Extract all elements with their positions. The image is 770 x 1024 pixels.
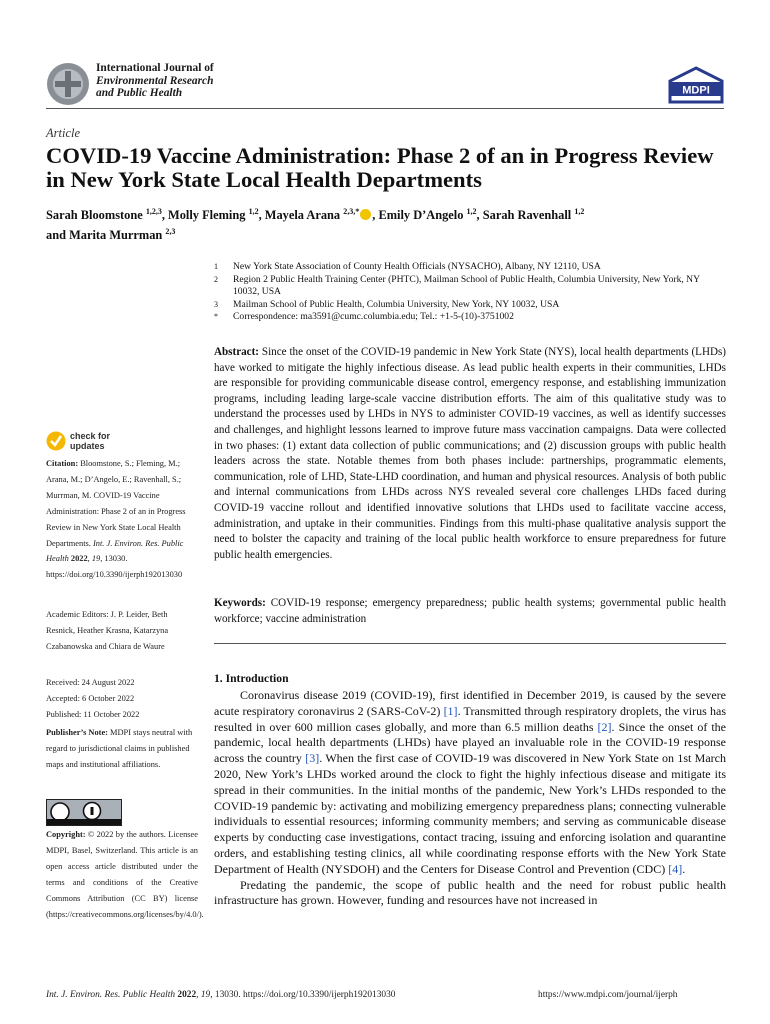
mdpi-logo-icon [667,66,725,104]
check-updates-icon [46,430,66,452]
citation-year: 2022 [68,554,88,564]
abstract-text: Since the onset of the COVID-19 pandemic in New York State (NYS), local health departments (LHDs) have worked to mitigate the highly infectious disease. As lead public health experts in their communities, LHDs are responsible for providing communicable disease control, emergency response, and establishing immunization programs, including leading large-scale vaccine distribution efforts. The aim of this qualitative study was to understand the processes used by LHDs in NYS to administer COVID-19 vaccines, as well as identify successes and challenges, and highlight lessons learned to improve future mass vaccination campaigns. Data were collected in two phases: (1) extant data collection of public communications; and (2) discussion groups with public health leaders across the state. Notable themes from both phases include: partnerships, programmatic elements, communication, role of LHD, State-LHD coordination, and human and physical resources. Analysis of both public and internal communications from LHDs across NYS revealed several core challenges LHDs faced during COVID-19 vaccine rollout and identified innovative solutions that LHDs used to facilitate vaccine access, administration, and uptake in their communities. Findings from this multi-phase qualitative analysis support the need to bolster the capacity and training of the local public health workforce to ensure preparedness for future public health emergencies. [214,346,726,561]
paragraph [214,688,726,878]
keywords [214,596,726,627]
affiliation-item [214,274,726,299]
paragraph-text: . When the first case of COVID-19 was discovered in New York State on 1st March 2020, New York’s LHDs worked around the clock to fight the highly infectious disease and mitigate its spread in their communities. In the initial months of the pandemic, New York’s LHDs responded to the COVID-19 pandemic by: activating and mobilizing emergency preparedness plans; connecting vulnerable individuals to essential resources; informing community members; and serving as communicable disease experts by conducting case investigations, contact tracing, issuing and enforcing isolation and quarantine orders, and establishing testing clinics, all while coordinating response efforts with the New York State Department of Health (NYSDOH) and the Centers for Disease Control and Prevention (CDC) [214,751,726,876]
footer-doi[interactable]: , 13030. https://doi.org/10.3390/ijerph192013030 [210,990,396,1000]
author[interactable]: Sarah Ravenhall [482,208,575,222]
author-list [46,204,726,243]
copyright-text: © 2022 by the authors. Licensee MDPI, Basel, Switzerland. This article is an open access article distributed under the terms and conditions of the Creative Commons Attribution (CC BY) license (https://creativecommons.org/licenses/by/4.0/). [46,830,204,919]
affiliation-number: 2 [214,274,218,284]
author[interactable]: and Marita Murrman [46,227,166,242]
author-affil-marker: 2,3 [165,226,176,236]
publisher-note [46,725,198,773]
check-for-updates-button[interactable] [46,430,126,454]
citation-journal: Int. J. Environ. Res. Public Health [46,538,184,564]
journal-url[interactable]: https://www.mdpi.com/journal/ijerph [538,990,678,1000]
affiliation-text: New York State Association of County Health Officials (NYSACHO), Albany, NY 12110, USA [233,261,601,272]
journal-name [96,62,214,100]
received-date: Received: 24 August 2022 [46,678,135,687]
article-title: COVID-19 Vaccine Administration: Phase 2 of an in Progress Review in New York State Local Health Departments [46,143,714,193]
citation-link[interactable]: [4] [668,861,683,876]
author-separator: , [161,208,169,222]
affiliation-text: Mailman School of Public Health, Columbia University, New York, NY 10032, USA [233,298,560,310]
journal-name-line1: International Journal of [96,62,214,74]
journal-name-line2: Environmental Research [96,74,214,87]
affiliation-item [214,299,726,312]
author-separator: , [476,208,483,222]
abstract [214,345,726,563]
citation-block [46,456,198,583]
article-type: Article [46,126,81,140]
citation-doi[interactable]: , 13030. https://doi.org/10.3390/ijerph192013030 [46,554,183,580]
author-affil-marker: 1,2,3 [145,207,162,216]
abstract-label: Abstract: [214,346,259,358]
author-separator: , [258,208,265,222]
paragraph-text: . Transmitted through respiratory droplets, the virus has resulted in over 600 million cases globally, and more than 6.5 million deaths [214,703,726,734]
paragraph-text: Coronavirus disease 2019 (COVID-19), first identified in December 2019, is caused by the severe acute respiratory coronavirus 2 (SARS-CoV-2) [214,688,726,718]
journal-logo-icon [46,62,90,106]
keywords-label: Keywords: [214,597,266,609]
publisher-note-label: Publisher’s Note: [46,728,108,737]
check-line1: check for [70,431,111,441]
author-affil-marker: 1,2 [248,207,259,216]
publisher-name: MDPI [682,84,710,97]
keywords-divider [214,643,726,644]
publication-dates [46,675,198,723]
affiliation-number: 1 [214,262,218,271]
paragraph-text: . Since the onset of the pandemic, local health departments (LHDs) have played an invaluable role in the COVID-19 response across the country [214,719,727,766]
affiliation-list [214,261,726,324]
copyright-label: Copyright: [46,830,86,839]
citation-link[interactable]: [2] [597,719,612,734]
check-line2: updates [70,440,105,451]
published-date: Published: 11 October 2022 [46,709,140,719]
publisher-note-text: MDPI stays neutral with regard to jurisdictional claims in published maps and institutional affiliations. [46,728,193,769]
footer-citation [46,990,395,1000]
author-affil-marker: 2,3,* [343,207,360,216]
paragraph: Predating the pandemic, the scope of public health and the need for robust public health infrastructure has grown. However, funding and resources have not increased in [214,877,726,908]
correspondence-text[interactable]: Correspondence: ma3591@cumc.columbia.edu; Tel.: +1-5-(10)-3751002 [233,311,514,323]
affiliation-number: * [214,312,218,322]
footer-year: 2022 [175,990,197,1000]
paragraph-text: . [682,861,686,876]
section-heading: 1. Introduction [214,672,289,685]
citation-text: Bloomstone, S.; Fleming, M.; Arana, M.; D’Angelo, E.; Ravenhall, S.; Murrman, M. COVID-19 Vaccine Administration: Phase 2 of an in Progress Review in New York State Local Health Departments. [46,459,186,548]
affiliation-text: Region 2 Public Health Training Center (PHTC), Mailman School of Public Health, Columbia University, New York, NY 10032, USA [233,273,700,298]
header-divider [46,108,724,109]
academic-editors: Academic Editors: J. P. Leider, Beth Resnick, Heather Krasna, Katarzyna Czabanowska and Chiara de Waure [46,610,169,651]
check-updates-label [70,432,110,451]
author[interactable]: Sarah Bloomstone [46,208,146,222]
journal-name-line3: and Public Health [96,87,183,100]
author-affil-marker: 1,2 [466,207,477,216]
orcid-icon[interactable] [360,209,371,220]
introduction-body [214,688,726,909]
author[interactable]: Emily D’Angelo [378,208,467,222]
affiliation-number: 3 [214,299,218,309]
author[interactable]: Molly Fleming [168,208,249,222]
affiliation-item [214,261,726,274]
footer-volume: , 19 [196,990,211,1000]
citation-link[interactable]: [3] [305,751,320,766]
cc-by-license-icon[interactable] [46,799,122,826]
author-separator: , [372,208,379,222]
copyright-notice [46,827,204,922]
citation-link[interactable]: [1] [443,703,458,718]
footer-journal: Int. J. Environ. Res. Public Health [46,990,176,1000]
citation-label: Citation: [46,459,79,468]
accepted-date: Accepted: 6 October 2022 [46,693,135,703]
correspondence [214,311,726,324]
keywords-text: COVID-19 response; emergency preparedness; public health systems; governmental public health workforce; vaccine administration [214,597,726,625]
citation-volume: , 19 [87,554,101,564]
author-affil-marker: 1,2 [574,207,585,216]
author[interactable]: Mayela Arana [264,208,344,222]
